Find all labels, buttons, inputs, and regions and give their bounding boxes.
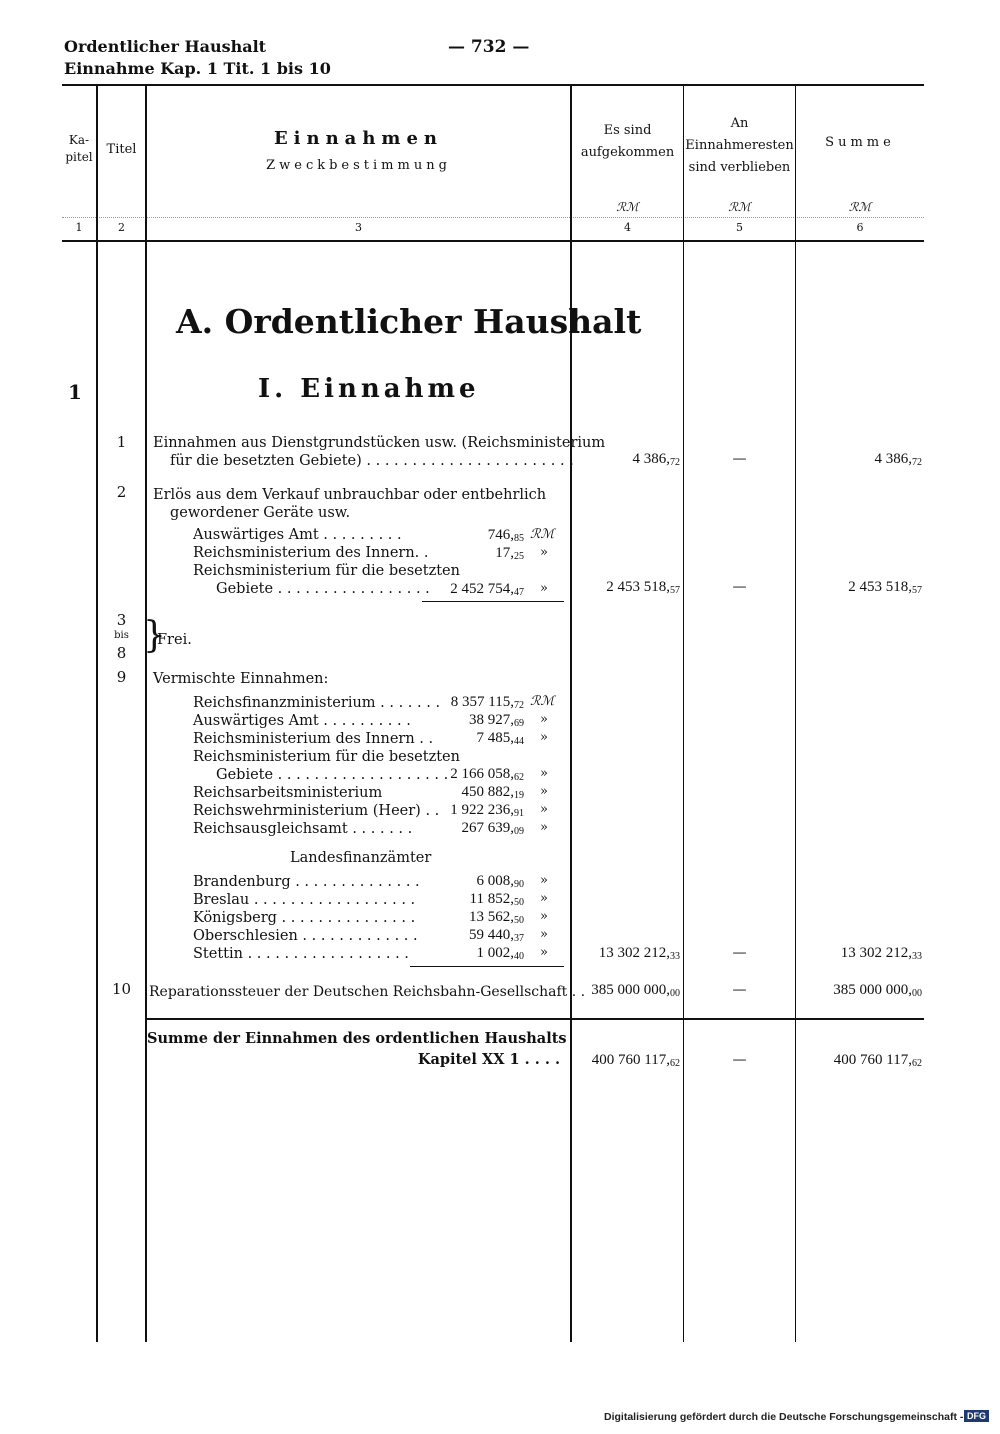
title-range-bis: bis xyxy=(114,630,129,641)
col4-header-line1: Es sind xyxy=(603,123,652,138)
title-3-8-text: Frei. xyxy=(157,632,192,648)
title-8-number: 8 xyxy=(116,644,127,662)
title-9-item-unit: » xyxy=(540,712,548,727)
title-9-item-label: Reichsfinanzministerium . . . . . . . xyxy=(193,695,441,711)
title-2-item-value-main: 746, xyxy=(487,527,514,543)
lfa-item-unit: » xyxy=(540,891,548,906)
col3-header-title: Einnahmen xyxy=(273,128,444,149)
title-9-item-value-cents: 91 xyxy=(514,808,524,819)
title-2-item-value xyxy=(410,581,524,598)
lfa-item-label: Königsberg . . . . . . . . . . . . . . . xyxy=(193,910,416,926)
title-2-item-label: Gebiete . . . . . . . . . . . . . . . . . xyxy=(216,581,430,597)
title-10-col6 xyxy=(796,982,922,999)
title-3-number: 3 xyxy=(116,611,127,629)
running-header-line1: Ordentlicher Haushalt xyxy=(64,37,267,56)
col1-header-line1: Ka- xyxy=(68,133,90,147)
title-9-item-value xyxy=(400,820,524,837)
title-1-col4-value: 4 386, xyxy=(632,451,670,467)
title-2-subtotal-rule xyxy=(422,601,564,602)
title-10-text: Reparationssteuer der Deutschen Reichsbahn-Gesellschaft . . xyxy=(149,984,586,1000)
title-2-item-unit: » xyxy=(540,581,548,596)
title-10-col4-value: 385 000 000, xyxy=(591,982,670,998)
brace-icon: } xyxy=(143,615,166,656)
total-col5: — xyxy=(732,1052,747,1068)
col-number-4: 4 xyxy=(624,221,631,234)
title-2-item-label: Auswärtiges Amt . . . . . . . . . xyxy=(193,527,402,543)
col2-header: Titel xyxy=(106,142,137,157)
title-9-item-value-cents: 19 xyxy=(514,790,524,801)
title-2-item-value-cents: 85 xyxy=(514,533,524,544)
title-9-item-label: Gebiete . . . . . . . . . . . . . . . . . . . xyxy=(216,767,449,783)
title-2-item-label: Reichsministerium für die besetzten xyxy=(193,563,460,579)
title-9-item-label: Reichsministerium des Innern . . xyxy=(193,731,434,747)
col4-header-line2: aufgekommen xyxy=(580,145,675,160)
title-9-item-unit: » xyxy=(540,820,548,835)
lfa-item-label: Breslau . . . . . . . . . . . . . . . . . . xyxy=(193,892,416,908)
dfg-logo: DFG xyxy=(964,1410,989,1422)
title-9-text: Vermischte Einnahmen: xyxy=(153,671,329,687)
title-9-col4-cents: 33 xyxy=(670,951,680,962)
title-1-col6 xyxy=(796,451,922,468)
total-col6-value: 400 760 117, xyxy=(833,1052,912,1068)
title-9-item-value-cents: 62 xyxy=(514,772,524,783)
lfa-item-unit: » xyxy=(540,873,548,888)
lfa-item-value-cents: 50 xyxy=(514,897,524,908)
title-9-item-label: Reichsarbeitsministerium xyxy=(193,785,383,801)
title-2-item-value xyxy=(410,527,524,544)
title-9-item-label: Auswärtiges Amt . . . . . . . . . . xyxy=(193,713,411,729)
lfa-item-unit: » xyxy=(540,927,548,942)
title-2-col4 xyxy=(572,579,680,596)
col5-header-line2: Einnahmeresten xyxy=(685,138,794,153)
col6-header: Summe xyxy=(825,135,895,150)
section-heading: A. Ordentlicher Haushalt xyxy=(176,302,642,341)
title-2-number: 2 xyxy=(116,483,127,501)
title-1-col4 xyxy=(572,451,680,468)
title-10-col4-cents: 00 xyxy=(670,988,680,999)
page-number: — 732 — xyxy=(448,37,530,57)
title-9-col4-value: 13 302 212, xyxy=(598,945,670,961)
title-2-item-value-cents: 25 xyxy=(514,551,524,562)
title-2-col4-cents: 57 xyxy=(670,585,680,596)
title-1-col6-value: 4 386, xyxy=(874,451,912,467)
title-9-item-value-cents: 69 xyxy=(514,718,524,729)
title-9-item-unit: » xyxy=(540,802,548,817)
title-9-item-label: Reichswehrministerium (Heer) . . xyxy=(193,803,440,819)
title-9-item-label: Reichsministerium für die besetzten xyxy=(193,749,460,765)
col5-header xyxy=(684,113,795,179)
title-9-col6-cents: 33 xyxy=(912,951,922,962)
total-text-line1: Summe der Einnahmen des ordentlichen Haushalts xyxy=(147,1030,567,1047)
title-2-item-value-main: 2 452 754, xyxy=(450,581,514,597)
total-col4-value: 400 760 117, xyxy=(591,1052,670,1068)
lfa-item-value-main: 1 002, xyxy=(476,945,514,961)
title-9-item-value xyxy=(400,784,524,801)
col6-unit: ℛℳ xyxy=(848,200,872,214)
title-9-item-unit: » xyxy=(540,784,548,799)
title-9-item-value-main: 267 639, xyxy=(461,820,514,836)
title-2-col6-cents: 57 xyxy=(912,585,922,596)
lfa-item-value-cents: 50 xyxy=(514,915,524,926)
running-header-line2: Einnahme Kap. 1 Tit. 1 bis 10 xyxy=(64,59,331,78)
title-9-col6 xyxy=(796,945,922,962)
landesfinanzaemter-heading: Landesfinanzämter xyxy=(290,850,432,866)
total-rule xyxy=(147,1018,924,1020)
lfa-item-value xyxy=(400,909,524,926)
title-10-col6-value: 385 000 000, xyxy=(833,982,912,998)
title-2-col4-value: 2 453 518, xyxy=(606,579,670,595)
lfa-item-label: Oberschlesien . . . . . . . . . . . . . xyxy=(193,928,418,944)
title-9-item-unit: ℛℳ xyxy=(530,694,555,709)
title-2-text-line2: gewordener Geräte usw. xyxy=(170,505,351,521)
title-9-item-value xyxy=(400,730,524,747)
title-9-item-value-main: 7 485, xyxy=(476,730,514,746)
col-divider-2 xyxy=(145,84,147,1342)
title-2-item-label: Reichsministerium des Innern. . xyxy=(193,545,429,561)
lfa-item-value-cents: 40 xyxy=(514,951,524,962)
title-10-col4 xyxy=(566,982,680,999)
total-text-line2: Kapitel XX 1 . . . . xyxy=(417,1051,560,1068)
title-2-item-value-cents: 47 xyxy=(514,587,524,598)
title-2-col5: — xyxy=(732,579,747,595)
lfa-item-value xyxy=(400,891,524,908)
title-10-col6-cents: 00 xyxy=(912,988,922,999)
col-number-1: 1 xyxy=(75,221,83,234)
lfa-item-unit: » xyxy=(540,945,548,960)
total-col6-cents: 62 xyxy=(912,1058,922,1069)
col-number-2: 2 xyxy=(118,221,125,234)
total-col4-cents: 62 xyxy=(670,1058,680,1069)
col5-header-line1: An xyxy=(730,116,749,131)
footer-text: Digitalisierung gefördert durch die Deutsche Forschungsgemeinschaft - xyxy=(604,1411,964,1423)
title-9-number: 9 xyxy=(116,668,127,686)
title-9-subtotal-rule xyxy=(410,966,564,967)
lfa-item-value-cents: 37 xyxy=(514,933,524,944)
col4-header xyxy=(572,120,683,164)
title-1-col5: — xyxy=(732,451,747,467)
col1-header xyxy=(62,132,96,166)
lfa-item-label: Brandenburg . . . . . . . . . . . . . . xyxy=(193,874,420,890)
title-9-col6-value: 13 302 212, xyxy=(840,945,912,961)
title-9-item-value-main: 450 882, xyxy=(461,784,514,800)
col-number-3: 3 xyxy=(355,221,362,234)
title-1-text-line2: für die besetzten Gebiete) . . . . . . . . . . . . . . . . . . . . . . . xyxy=(170,453,574,469)
title-9-item-unit: » xyxy=(540,766,548,781)
lfa-item-value xyxy=(400,945,524,962)
title-9-item-value xyxy=(400,802,524,819)
title-9-item-value-cents: 09 xyxy=(514,826,524,837)
section-subheading: I. Einnahme xyxy=(258,374,480,404)
lfa-item-value xyxy=(400,927,524,944)
lfa-item-label: Stettin . . . . . . . . . . . . . . . . . . xyxy=(193,946,409,962)
col-divider-3 xyxy=(570,84,572,1342)
lfa-item-value-main: 11 852, xyxy=(469,891,514,907)
col3-header-sub: Zweckbestimmung xyxy=(266,158,451,173)
col-divider-1 xyxy=(96,84,98,1342)
title-9-item-label: Reichsausgleichsamt . . . . . . . xyxy=(193,821,413,837)
lfa-item-unit: » xyxy=(540,909,548,924)
title-2-text-line1: Erlös aus dem Verkauf unbrauchbar oder entbehrlich xyxy=(153,487,547,503)
title-1-col4-cents: 72 xyxy=(670,457,680,468)
title-9-item-value xyxy=(400,712,524,729)
title-2-col6 xyxy=(796,579,922,596)
lfa-item-value-main: 59 440, xyxy=(469,927,514,943)
title-9-col5: — xyxy=(732,945,747,961)
col5-unit: ℛℳ xyxy=(728,200,751,214)
title-2-col6-value: 2 453 518, xyxy=(848,579,912,595)
lfa-item-value-main: 6 008, xyxy=(476,873,514,889)
title-10-number: 10 xyxy=(111,980,132,998)
col-number-5: 5 xyxy=(736,221,743,234)
col1-header-line2: pitel xyxy=(65,150,93,164)
title-9-item-value-main: 1 922 236, xyxy=(450,802,514,818)
title-1-number: 1 xyxy=(116,433,127,451)
total-col6 xyxy=(796,1052,922,1069)
lfa-item-value-main: 13 562, xyxy=(469,909,514,925)
title-9-col4 xyxy=(572,945,680,962)
lfa-item-value-cents: 90 xyxy=(514,879,524,890)
kapitel-number: 1 xyxy=(68,380,82,404)
title-9-item-value-cents: 72 xyxy=(514,700,524,711)
col5-header-line3: sind verblieben xyxy=(688,160,791,175)
title-9-item-value xyxy=(400,766,524,783)
title-9-item-value-cents: 44 xyxy=(514,736,524,747)
col-divider-5 xyxy=(795,84,796,1342)
col-number-6: 6 xyxy=(856,221,864,234)
title-1-col6-cents: 72 xyxy=(912,457,922,468)
title-9-item-value-main: 38 927, xyxy=(469,712,514,728)
title-9-item-value-main: 2 166 058, xyxy=(450,766,514,782)
title-10-col5: — xyxy=(732,982,747,998)
col-divider-4 xyxy=(683,84,684,1342)
title-9-item-unit: » xyxy=(540,730,548,745)
title-2-item-unit: ℛℳ xyxy=(530,527,555,542)
title-1-text-line1: Einnahmen aus Dienstgrundstücken usw. (Reichsministerium xyxy=(153,435,606,451)
title-2-item-value-main: 17, xyxy=(495,545,514,561)
col4-unit: ℛℳ xyxy=(616,200,639,214)
title-9-item-value-main: 8 357 115, xyxy=(450,694,514,710)
title-2-item-value xyxy=(410,545,524,562)
title-2-item-unit: » xyxy=(540,545,548,560)
lfa-item-value xyxy=(400,873,524,890)
total-col4 xyxy=(566,1052,680,1069)
title-9-item-value xyxy=(400,694,524,711)
